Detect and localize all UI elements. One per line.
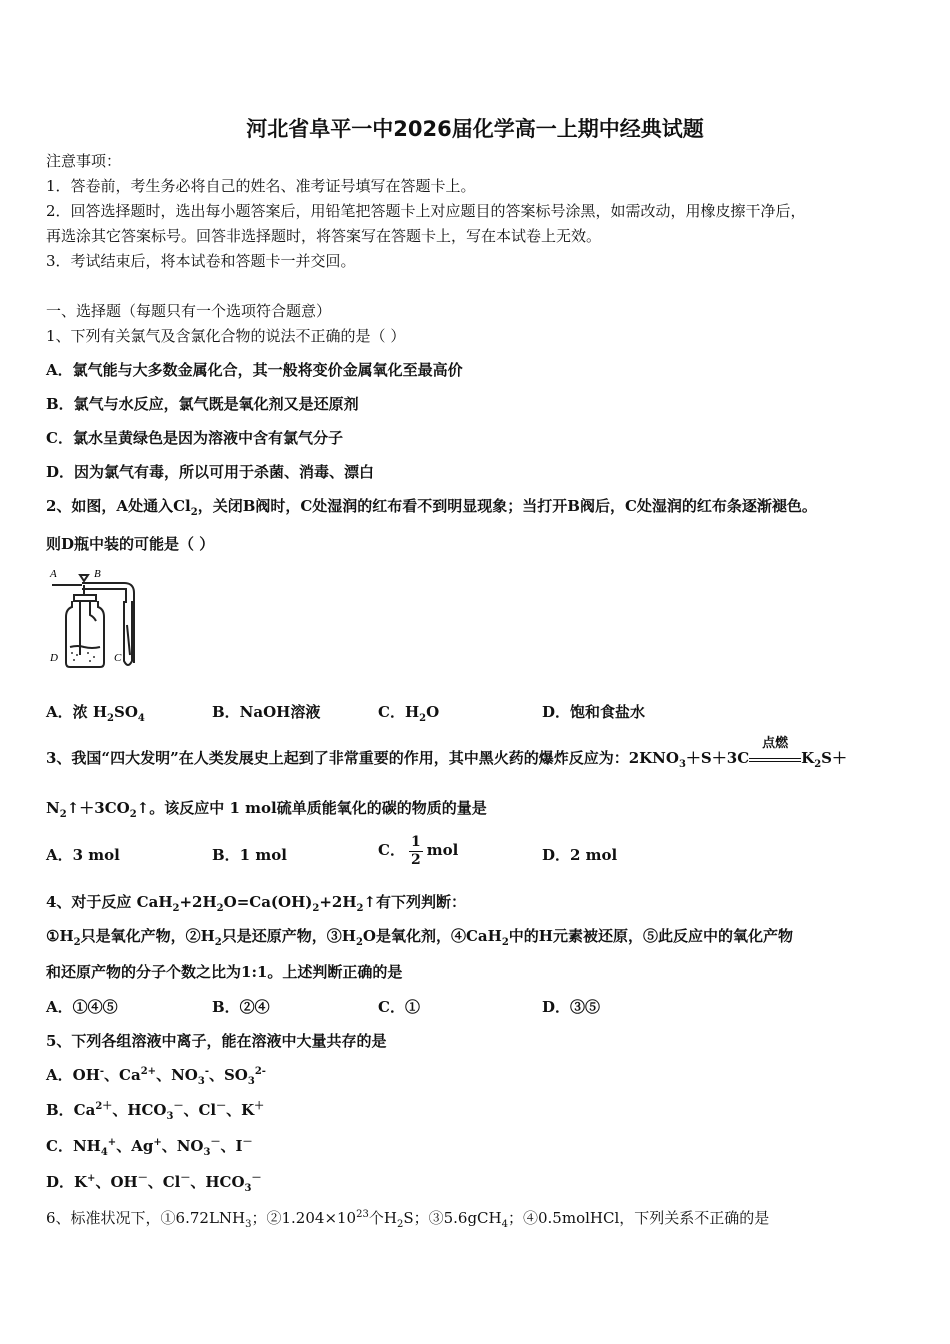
question-2-option-d: D．饱和食盐水	[542, 703, 646, 721]
notice-item-2a: 2．回答选择题时，选出每小题答案后，用铅笔把答题卡上对应题目的答案标号涂黑，如需改动，用橡皮擦干净后，	[46, 202, 806, 220]
question-2-option-c: C．$H_2O$	[378, 703, 440, 724]
figure-label-c: C	[114, 652, 122, 664]
reaction-condition: 点燃	[749, 749, 801, 769]
question-1-option-c: C．氯水呈黄绿色是因为溶液中含有氯气分子	[46, 429, 343, 447]
question-5-option-c: C．$NH_4^+$、Ag+、$NO_3^-$、I－	[46, 1137, 253, 1158]
question-3-option-b: B．1 mol	[212, 846, 287, 864]
question-3-stem-line1: 3、我国“四大发明”在人类发展史上起到了非常重要的作用，其中黑火药的爆炸反应为：$2KNO_3+S+3C$ 点燃 $K_2S+$	[46, 736, 847, 770]
question-2-option-a: A．浓 $H_2SO_4$	[46, 703, 145, 724]
question-1-option-b: B．氯气与水反应，氯气既是氧化剂又是还原剂	[46, 395, 359, 413]
question-2-option-b: B．NaOH溶液	[212, 703, 321, 721]
question-4-stem-line1: 4、对于反应 $CaH_2+2H_2O=Ca(OH)_2+2H_2↑$有下列判断：	[46, 893, 467, 914]
question-1-stem: 1、下列有关氯气及含氯化合物的说法不正确的是（ ）	[46, 327, 406, 345]
notice-heading: 注意事项：	[46, 152, 122, 170]
question-3-option-d: D．2 mol	[542, 846, 618, 864]
notice-item-1: 1．答卷前，考生务必将自己的姓名、准考证号填写在答题卡上。	[46, 177, 476, 195]
question-6-stem: 6、标准状况下，$①6.72LNH_3$；$②1.204\times 10^{23}$个$H_2S$；③5.6gCH$_4$；④0.5molHCl，下列关系不正确的是	[46, 1209, 770, 1230]
question-2-stem-line1: 2、如图，A处通入$Cl_2$，关闭B阀时，C处湿润的红布看不到明显现象；当打开B阀后，C处湿润的红布条逐渐褪色。	[46, 497, 817, 518]
figure-label-b: B	[94, 568, 101, 580]
figure-label-d: D	[50, 652, 58, 664]
question-5-option-b: B．$Ca^{2+}$、$HCO_3^-$、Cl－、K＋	[46, 1101, 265, 1122]
question-4-option-a: A．①④⑤	[46, 998, 118, 1016]
figure-label-a: A	[50, 568, 57, 580]
apparatus-figure	[44, 565, 154, 677]
question-4-stem-line2: $①H_2$只是氧化产物，$②H_2$只是还原产物，$③H_2O$是氧化剂，④CaH$_2$中的H元素被还原，⑤此反应中的氧化产物	[46, 927, 793, 948]
question-4-option-c: C．①	[378, 998, 420, 1016]
notice-item-3: 3．考试结束后，将本试卷和答题卡一并交回。	[46, 252, 356, 270]
page-title: 河北省阜平一中2026届化学高一上期中经典试题	[246, 117, 704, 141]
question-3-option-c: C． $\frac{1}{2}$ mol	[378, 833, 459, 868]
question-5-option-d: D．K+、OH－、Cl－、$HCO_3^-$	[46, 1173, 262, 1194]
question-3-stem-line2: $N_2↑+3CO_2↑$。该反应中 1 mol硫单质能氧化的碳的物质的量是	[46, 799, 487, 820]
section-heading: 一、选择题（每题只有一个选项符合题意）	[46, 302, 332, 320]
question-4-stem-line3: 和还原产物的分子个数之比为1:1。上述判断正确的是	[46, 963, 403, 981]
question-4-option-b: B．②④	[212, 998, 270, 1016]
question-1-option-d: D．因为氯气有毒，所以可用于杀菌、消毒、漂白	[46, 463, 375, 481]
question-3-option-a: A．3 mol	[46, 846, 120, 864]
question-1-option-a: A．氯气能与大多数金属化合，其一般将变价金属氧化至最高价	[46, 361, 463, 379]
notice-item-2b: 再选涂其它答案标号。回答非选择题时，将答案写在答题卡上，写在本试卷上无效。	[46, 227, 602, 245]
question-4-option-d: D．③⑤	[542, 998, 601, 1016]
question-5-option-a: A．OH-、$Ca^{2+}$、$NO_3^-$、$SO_3^{2-}$	[46, 1066, 266, 1087]
question-5-stem: 5、下列各组溶液中离子，能在溶液中大量共存的是	[46, 1032, 387, 1050]
fraction-one-half: $\frac{1}{2}$	[410, 833, 421, 868]
question-2-stem-line2: 则D瓶中装的可能是（ ）	[46, 535, 215, 553]
